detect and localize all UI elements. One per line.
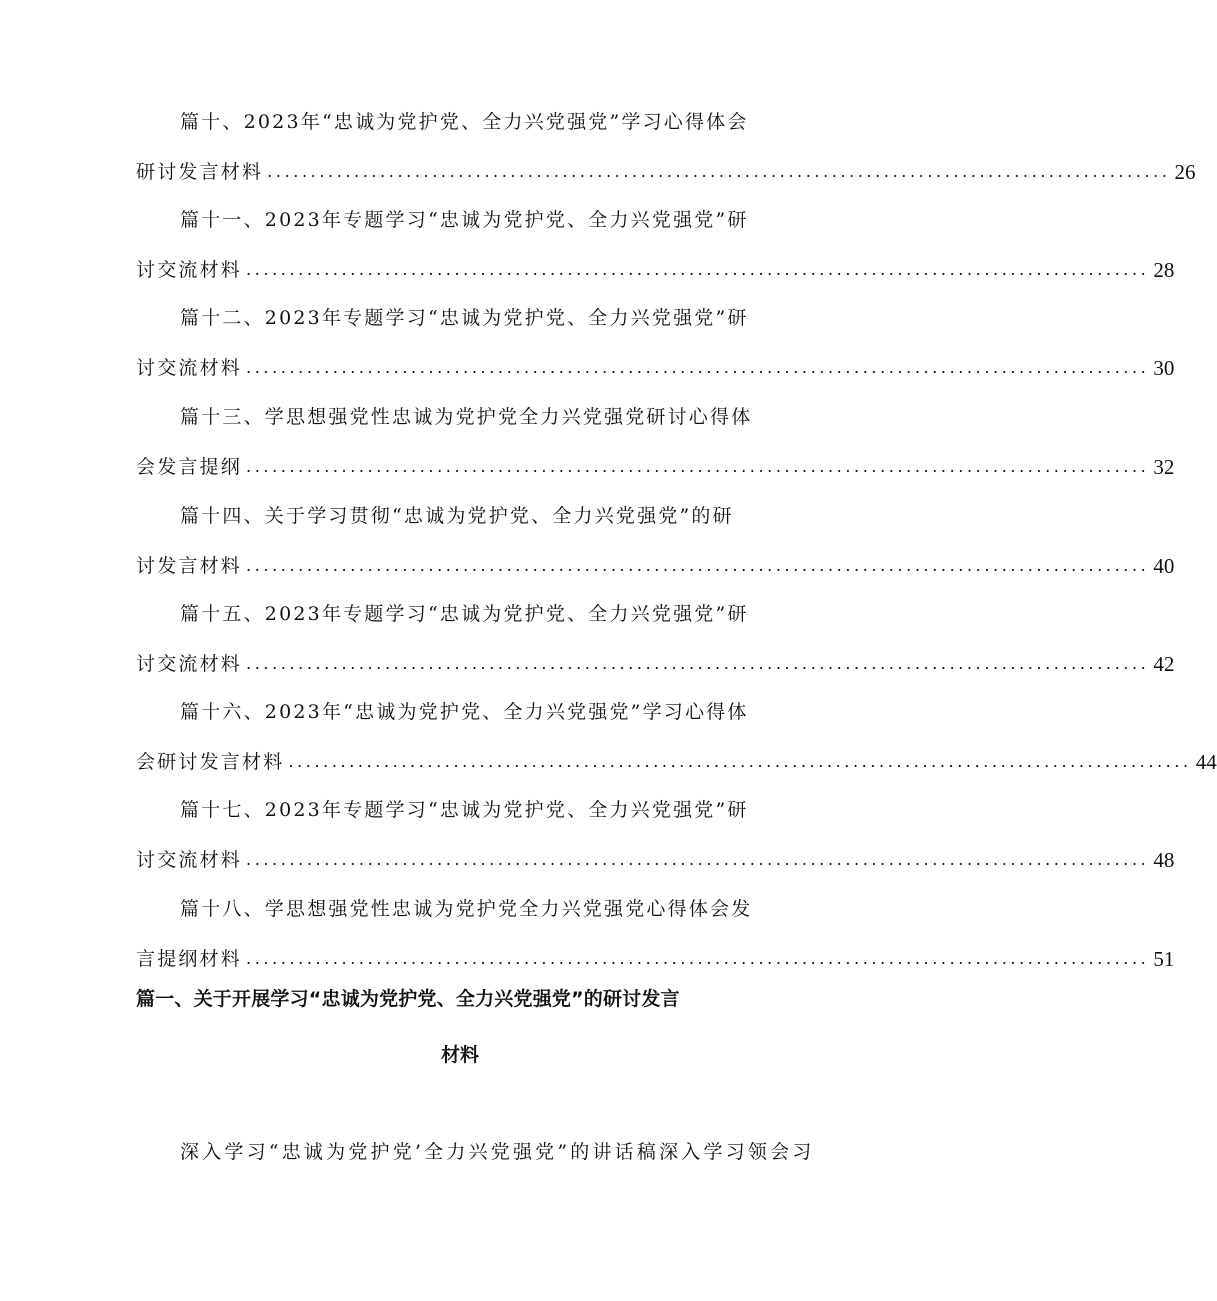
toc-entry-leader-line <box>136 453 1175 479</box>
toc-entry-title-continued: 会发言提纲 <box>136 456 243 478</box>
section-heading: 篇一、关于开展学习“忠诚为党护党、全力兴党强党”的研讨发言 <box>136 988 680 1010</box>
dot-leader: ........................................................................................................ <box>246 654 1150 673</box>
toc-entry-title: 篇十一、2023年专题学习“忠诚为党护党、全力兴党强党”研 <box>180 209 749 231</box>
toc-entry-title: 篇十六、2023年“忠诚为党护党、全力兴党强党”学习心得体 <box>180 701 749 723</box>
toc-entry-title-continued: 言提纲材料 <box>136 948 243 970</box>
toc-page-number: 40 <box>1153 554 1175 578</box>
toc-page-number: 30 <box>1153 356 1175 380</box>
dot-leader: ........................................................................................................ <box>246 260 1150 279</box>
toc-entry-leader-line <box>136 158 1196 184</box>
toc-page-number: 48 <box>1153 848 1175 872</box>
toc-entry-title: 篇十八、学思想强党性忠诚为党护党全力兴党强党心得体会发 <box>180 898 753 920</box>
toc-page-number: 51 <box>1153 947 1175 971</box>
toc-page-number: 32 <box>1153 455 1175 479</box>
toc-entry-title-continued: 讨交流材料 <box>136 849 243 871</box>
toc-page-number: 26 <box>1174 160 1196 184</box>
toc-entry-leader-line <box>136 650 1175 676</box>
toc-entry-leader-line <box>136 945 1175 971</box>
toc-entry-title: 篇十七、2023年专题学习“忠诚为党护党、全力兴党强党”研 <box>180 799 749 821</box>
dot-leader: ........................................................................................................ <box>246 949 1150 968</box>
dot-leader: ........................................................................................................ <box>246 556 1150 575</box>
dot-leader: ........................................................................................................ <box>246 850 1150 869</box>
dot-leader: ........................................................................................................ <box>288 752 1192 771</box>
toc-entry-title: 篇十二、2023年专题学习“忠诚为党护党、全力兴党强党”研 <box>180 307 749 329</box>
toc-page-number: 28 <box>1153 258 1175 282</box>
dot-leader: ........................................................................................................ <box>246 358 1150 377</box>
toc-entry-title-continued: 讨交流材料 <box>136 653 243 675</box>
toc-page-number: 42 <box>1153 652 1175 676</box>
body-paragraph: 深入学习“忠诚为党护党’全力兴党强党”的讲话稿深入学习领会习 <box>180 1141 815 1163</box>
toc-entry-leader-line <box>136 846 1175 872</box>
toc-entry-title-continued: 讨交流材料 <box>136 357 243 379</box>
toc-entry-title-continued: 讨交流材料 <box>136 259 243 281</box>
toc-entry-leader-line <box>136 748 1217 774</box>
dot-leader: ........................................................................................................ <box>267 162 1171 181</box>
toc-entry-title-continued: 讨发言材料 <box>136 555 243 577</box>
toc-entry-leader-line <box>136 256 1175 282</box>
toc-entry-title: 篇十四、关于学习贯彻“忠诚为党护党、全力兴党强党”的研 <box>180 505 734 527</box>
toc-entry-title-continued: 会研讨发言材料 <box>136 751 285 773</box>
toc-entry-leader-line <box>136 552 1175 578</box>
toc-entry-title-continued: 研讨发言材料 <box>136 161 264 183</box>
toc-entry-leader-line <box>136 354 1175 380</box>
toc-page-number: 44 <box>1195 750 1217 774</box>
toc-entry-title: 篇十五、2023年专题学习“忠诚为党护党、全力兴党强党”研 <box>180 603 749 625</box>
toc-entry-title: 篇十三、学思想强党性忠诚为党护党全力兴党强党研讨心得体 <box>180 406 753 428</box>
dot-leader: ........................................................................................................ <box>246 457 1150 476</box>
toc-entry-title: 篇十、2023年“忠诚为党护党、全力兴党强党”学习心得体会 <box>180 111 749 133</box>
section-heading-continued: 材料 <box>440 1044 479 1066</box>
